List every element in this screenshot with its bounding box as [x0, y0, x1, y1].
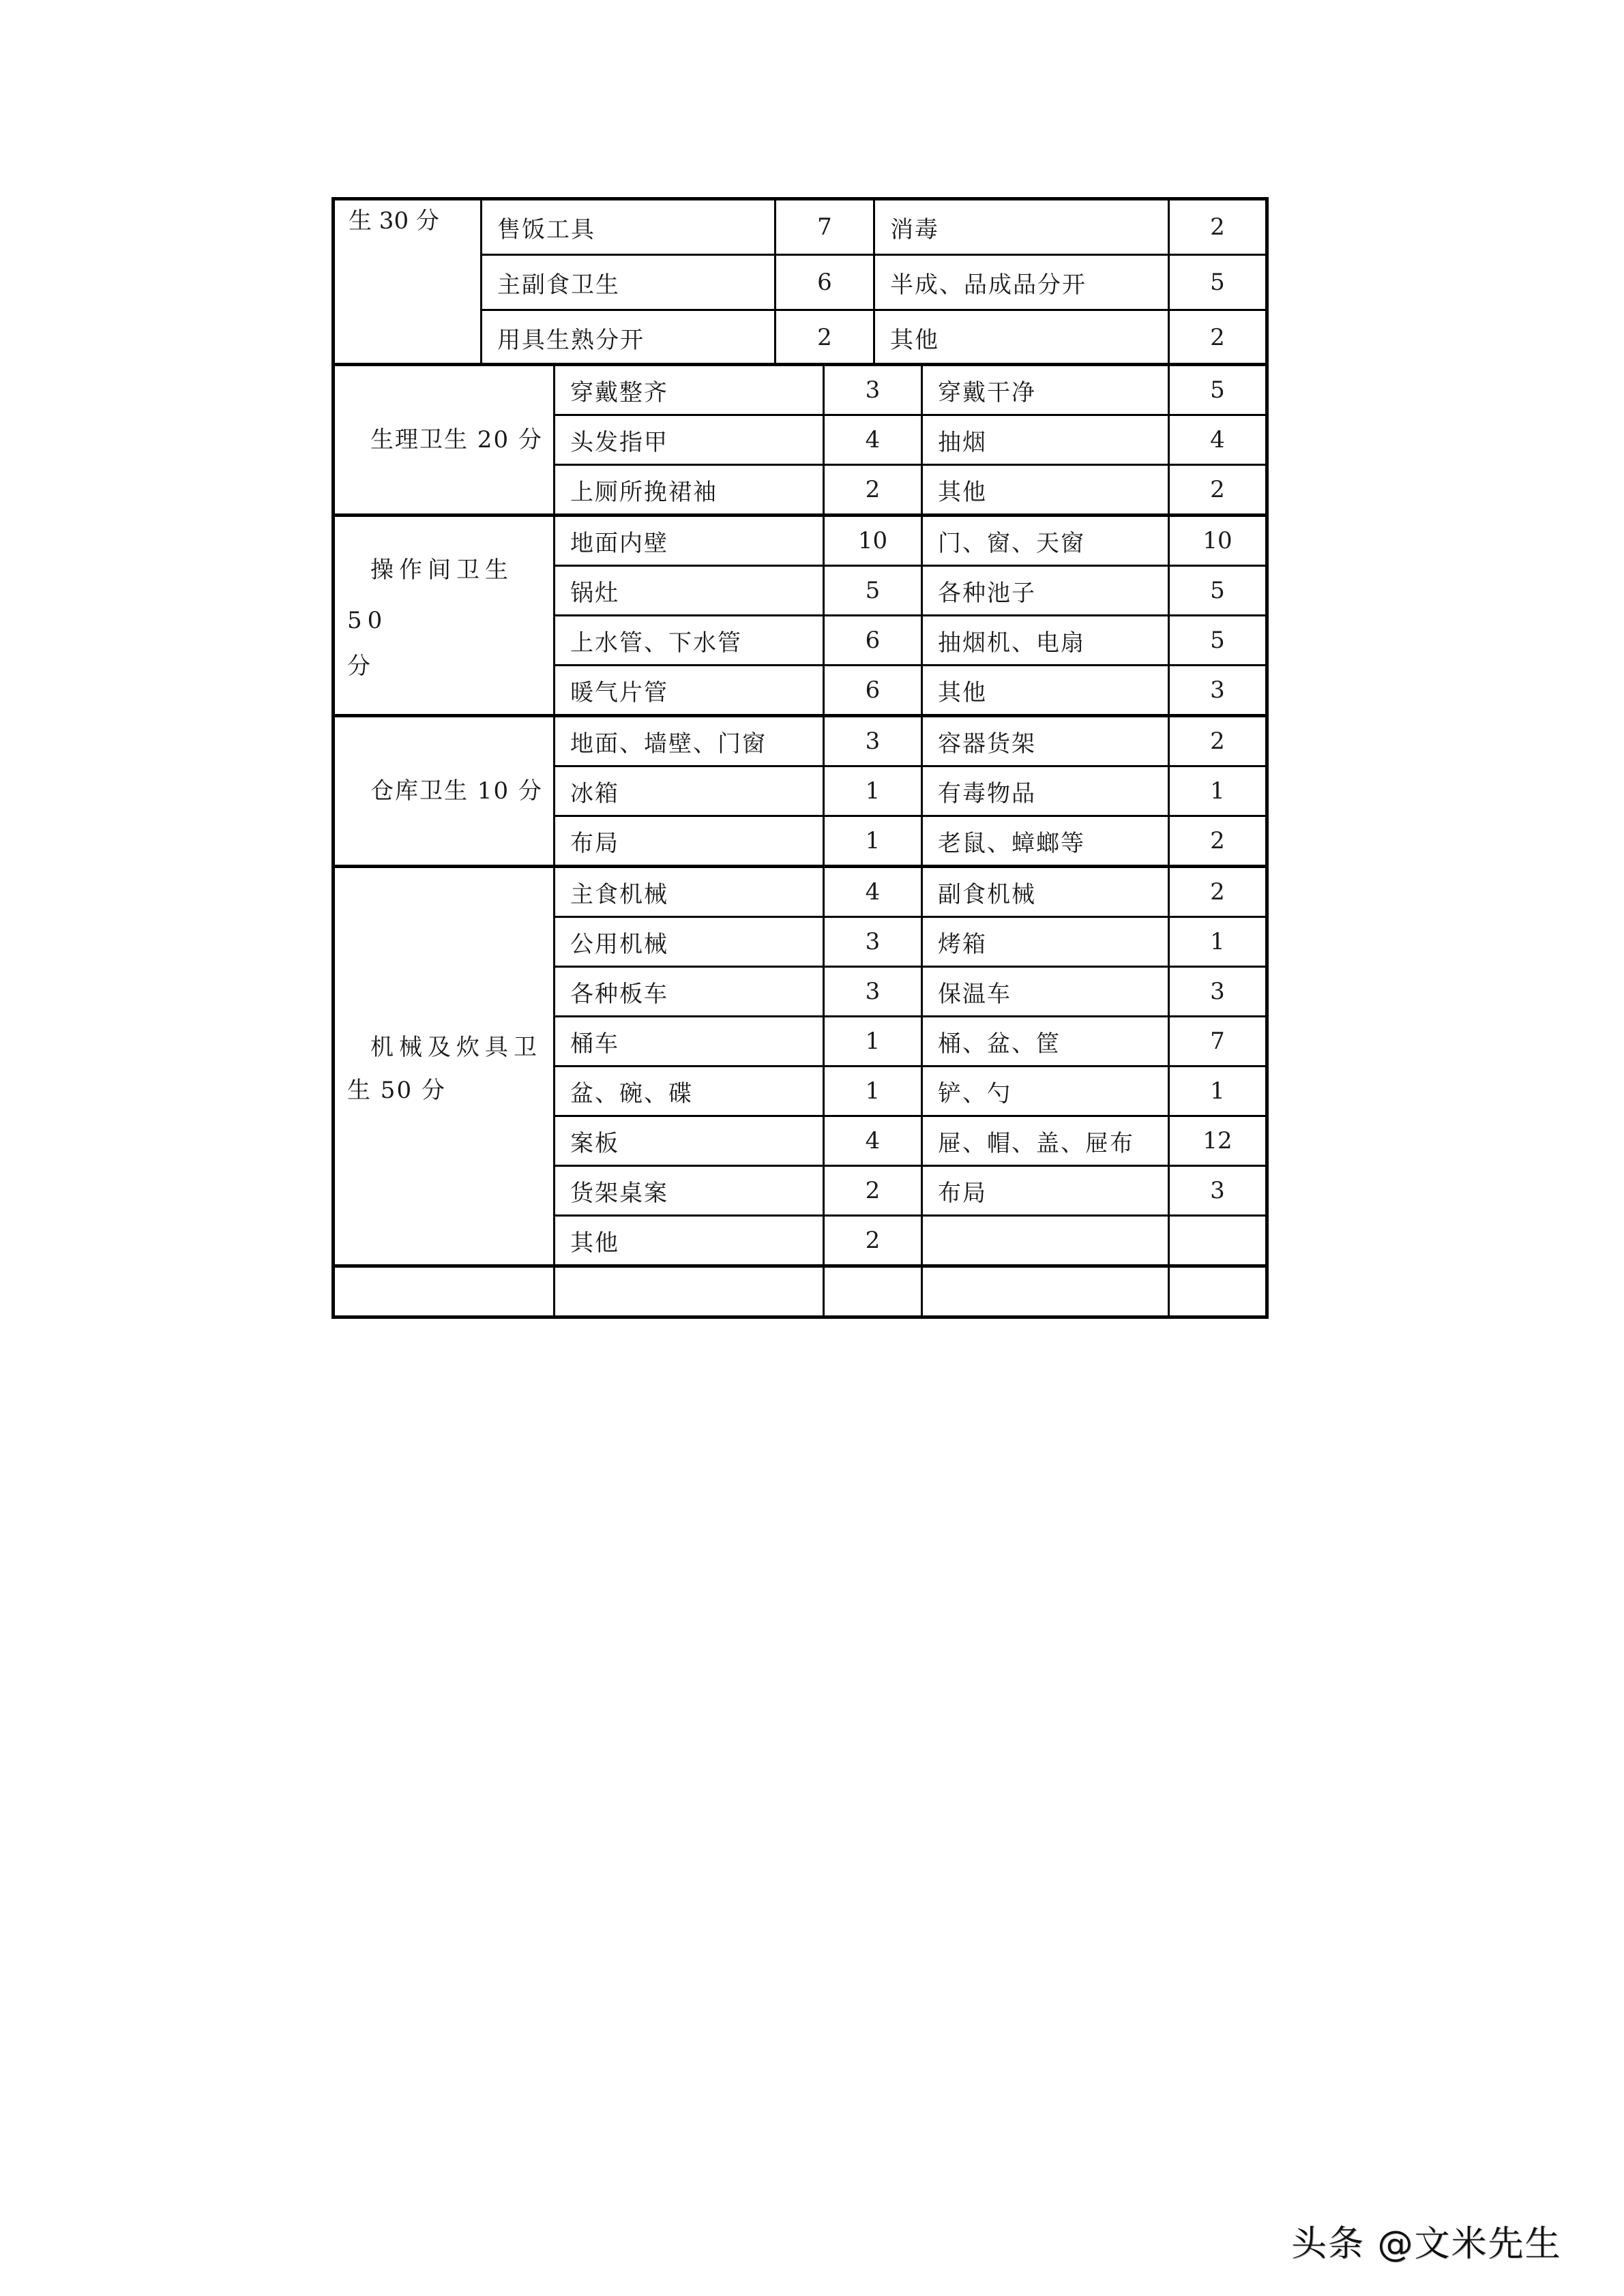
- table-row: [334, 199, 1267, 255]
- score-a: 3: [824, 716, 922, 766]
- group-label-line2: 分: [347, 652, 370, 680]
- item-b: 其他: [922, 465, 1169, 516]
- group-label: [334, 716, 555, 867]
- group-label: [334, 199, 482, 366]
- score-a: 10: [824, 516, 922, 566]
- item-b: 副食机械: [922, 867, 1169, 917]
- blank-cell: [824, 1266, 922, 1317]
- score-a: 7: [776, 199, 874, 255]
- item-b: 抽烟: [922, 415, 1169, 465]
- table-row: [334, 716, 1267, 766]
- group-label-line1: 机械及炊具卫: [370, 1033, 542, 1061]
- item-a: 头发指甲: [555, 415, 824, 465]
- group-label-line1: 操作间卫生 50: [347, 556, 514, 634]
- item-b: 消毒: [874, 199, 1169, 255]
- item-a: 布局: [555, 816, 824, 867]
- item-a: 穿戴整齐: [555, 365, 824, 415]
- item-b: 铲、勺: [922, 1067, 1169, 1116]
- item-b: 穿戴干净: [922, 365, 1169, 415]
- item-a: 用具生熟分开: [482, 310, 776, 366]
- table-row: [334, 516, 1267, 566]
- score-a: 1: [824, 816, 922, 867]
- blank-cell: [1169, 1266, 1267, 1317]
- score-b: [1169, 1216, 1267, 1266]
- score-b: 5: [1169, 255, 1267, 310]
- item-b: 各种池子: [922, 566, 1169, 616]
- blank-cell: [555, 1266, 824, 1317]
- item-a: 售饭工具: [482, 199, 776, 255]
- group-label: [334, 867, 555, 1266]
- item-a: 公用机械: [555, 917, 824, 967]
- item-a: 桶车: [555, 1017, 824, 1067]
- item-b: [922, 1216, 1169, 1266]
- item-a: 主副食卫生: [482, 255, 776, 310]
- score-b: 5: [1169, 616, 1267, 666]
- score-b: 1: [1169, 917, 1267, 967]
- item-b: 布局: [922, 1166, 1169, 1216]
- score-a: 2: [824, 1216, 922, 1266]
- item-a: 各种板车: [555, 967, 824, 1017]
- score-b: 7: [1169, 1017, 1267, 1067]
- score-a: 3: [824, 967, 922, 1017]
- score-b: 1: [1169, 766, 1267, 816]
- item-b: 容器货架: [922, 716, 1169, 766]
- item-a: 地面内壁: [555, 516, 824, 566]
- score-a: 6: [776, 255, 874, 310]
- score-b: 12: [1169, 1116, 1267, 1166]
- score-a: 2: [824, 465, 922, 516]
- item-a: 冰箱: [555, 766, 824, 816]
- group-label-text: 生 30 分: [349, 207, 439, 235]
- score-a: 5: [824, 566, 922, 616]
- item-b: 老鼠、蟑螂等: [922, 816, 1169, 867]
- item-a: 货架桌案: [555, 1166, 824, 1216]
- blank-row: [334, 1266, 1267, 1317]
- item-a: 暖气片管: [555, 666, 824, 716]
- hygiene-table-continuation: [331, 197, 1269, 366]
- item-b: 抽烟机、电扇: [922, 616, 1169, 666]
- score-b: 2: [1169, 867, 1267, 917]
- score-a: 1: [824, 766, 922, 816]
- item-b: 其他: [922, 666, 1169, 716]
- score-b: 2: [1169, 465, 1267, 516]
- score-b: 3: [1169, 1166, 1267, 1216]
- score-b: 4: [1169, 415, 1267, 465]
- item-a: 地面、墙壁、门窗: [555, 716, 824, 766]
- item-b: 其他: [874, 310, 1169, 366]
- item-b: 烤箱: [922, 917, 1169, 967]
- item-a: 盆、碗、碟: [555, 1067, 824, 1116]
- score-b: 5: [1169, 566, 1267, 616]
- item-a: 其他: [555, 1216, 824, 1266]
- score-a: 1: [824, 1067, 922, 1116]
- score-a: 4: [824, 1116, 922, 1166]
- score-a: 6: [824, 666, 922, 716]
- score-b: 5: [1169, 365, 1267, 415]
- group-label-line1: 仓库卫生 10 分: [370, 777, 543, 805]
- score-b: 10: [1169, 516, 1267, 566]
- item-a: 上水管、下水管: [555, 616, 824, 666]
- score-b: 3: [1169, 666, 1267, 716]
- item-a: 案板: [555, 1116, 824, 1166]
- table-row: [334, 365, 1267, 415]
- item-b: 屉、帽、盖、屉布: [922, 1116, 1169, 1166]
- score-b: 2: [1169, 310, 1267, 366]
- item-a: 锅灶: [555, 566, 824, 616]
- item-a: 上厕所挽裙袖: [555, 465, 824, 516]
- score-b: 2: [1169, 199, 1267, 255]
- blank-cell: [334, 1266, 555, 1317]
- score-b: 2: [1169, 716, 1267, 766]
- score-b: 3: [1169, 967, 1267, 1017]
- score-a: 4: [824, 867, 922, 917]
- item-b: 保温车: [922, 967, 1169, 1017]
- hygiene-table: [331, 363, 1269, 1319]
- score-a: 2: [824, 1166, 922, 1216]
- score-a: 2: [776, 310, 874, 366]
- group-label-line2: 生 50 分: [347, 1076, 446, 1104]
- item-b: 半成、品成品分开: [874, 255, 1169, 310]
- score-b: 2: [1169, 816, 1267, 867]
- item-b: 门、窗、天窗: [922, 516, 1169, 566]
- item-b: 有毒物品: [922, 766, 1169, 816]
- item-a: 主食机械: [555, 867, 824, 917]
- score-a: 3: [824, 365, 922, 415]
- group-label-line1: 生理卫生 20 分: [370, 426, 543, 453]
- score-b: 1: [1169, 1067, 1267, 1116]
- blank-cell: [922, 1266, 1169, 1317]
- item-b: 桶、盆、筐: [922, 1017, 1169, 1067]
- score-a: 4: [824, 415, 922, 465]
- watermark: 头条 @文米先生: [1291, 2224, 1562, 2265]
- group-label: [334, 365, 555, 516]
- score-a: 3: [824, 917, 922, 967]
- score-a: 1: [824, 1017, 922, 1067]
- score-a: 6: [824, 616, 922, 666]
- group-label: [334, 516, 555, 716]
- table-row: [334, 867, 1267, 917]
